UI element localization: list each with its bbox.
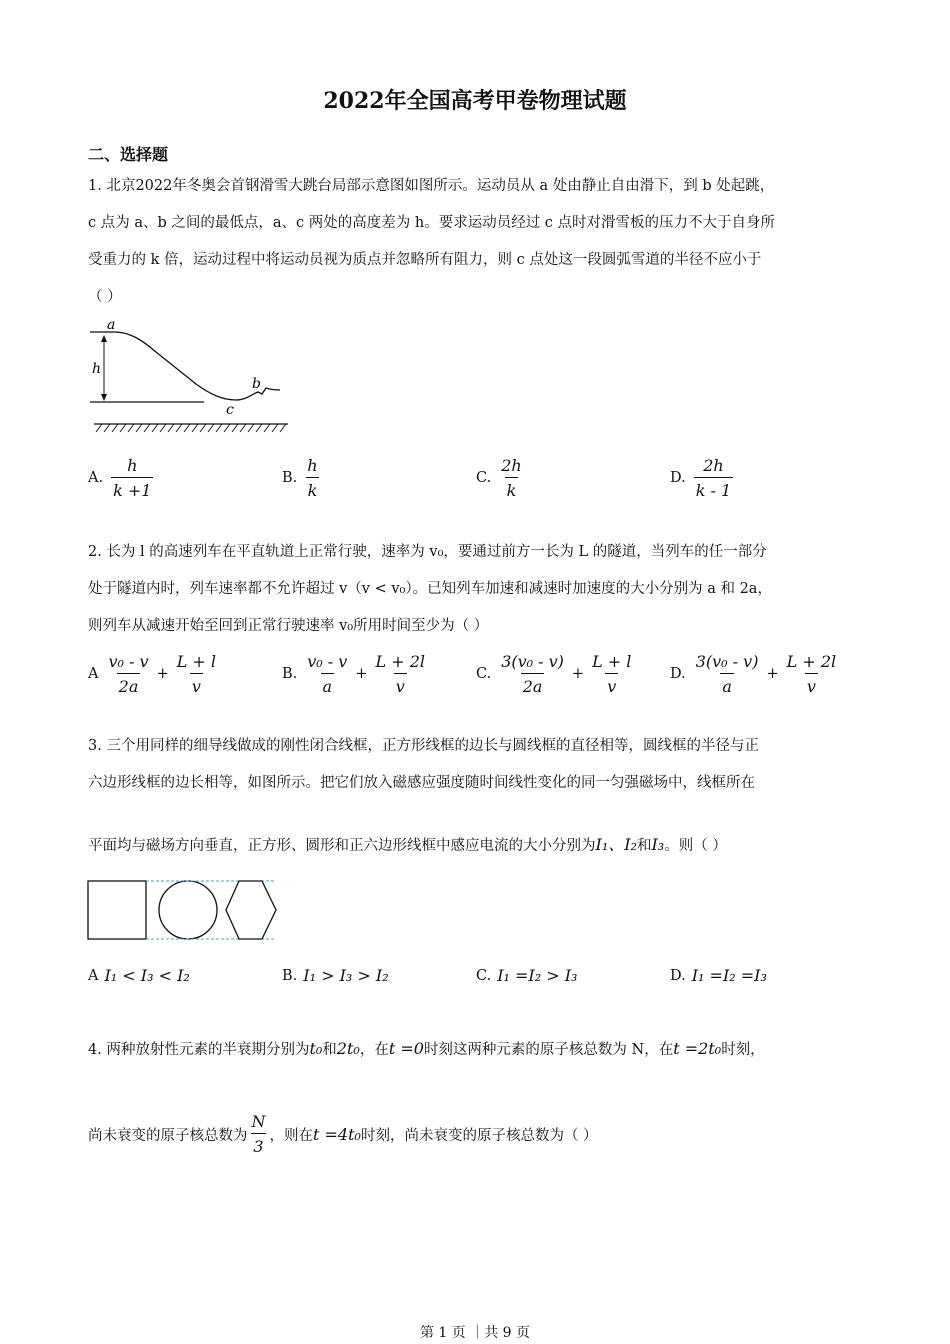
question-3-line-2: 六边形线框的边长相等，如图所示。把它们放入磁感应强度随时间线性变化的同一匀强磁场中，线框所在 [88,775,755,791]
option-fraction-2: $\frac{L + 2l}{v}$ [786,652,837,696]
option-label: B. [282,470,298,486]
question-3-line-1: 3. 三个用同样的细导线做成的刚性闭合线框，正方形线框的边长与圆线框的直径相等，圆线框的半径与正 [88,738,759,754]
option-fraction: $\frac{h}{k}$ [307,456,318,500]
time-t-0: t =0 [388,1039,424,1058]
question-4-line-2: 尚未衰变的原子核总数为 $\frac{N}{3}$ ，则在 t =4t₀ 时刻，尚未衰变的原子核总数为（ ） [88,1112,598,1156]
ski-jump-figure [86,314,296,438]
option-label: A. [88,470,104,486]
square-frame [88,881,146,939]
time-t-2t0: t =2t₀ [673,1039,722,1058]
option-expression: I₁ < I₃ < I₂ [104,966,190,985]
option-expression: I₁ > I₃ > I₂ [303,966,389,985]
question-4-line-1: 4. 两种放射性元素的半衰期分别为t₀和2t₀，在t =0时刻这两种元素的原子核总数为 N，在t =2t₀时刻， [88,1039,765,1058]
q2-option-a[interactable]: A $\frac{\text{v₀ - v}}{2a}$ + $\frac{L + l}{v}$ [88,652,217,696]
wire-frames-figure [86,876,282,944]
hexagon-frame [226,881,276,939]
option-fraction-2: $\frac{L + 2l}{v}$ [375,652,425,696]
option-label: D. [670,666,686,682]
option-fraction-1: $\frac{\text{3(v₀ - v)}}{a}$ [695,652,759,696]
current-symbols-i1-i2: I₁、I₂ [595,835,637,854]
option-fraction-2: $\frac{L + l}{v}$ [176,652,217,696]
option-fraction: $\frac{2h}{k - 1}$ [695,456,732,500]
question-1-text [88,168,868,316]
q3-option-d[interactable] [670,966,767,985]
page-title: 2022年全国高考甲卷物理试题 [323,88,627,114]
question-2-line-2: 处于隧道内时，列车速率都不允许超过 v（v < v₀）。已知列车加速和减速时加速度的大小分别为 a 和 2a， [88,581,772,597]
question-2-line-1: 2. 长为 l 的高速列车在平直轨道上正常行驶，速率为 v₀，要通过前方一长为 L 的隧道，当列车的任一部分 [88,544,767,560]
option-expression: I₁ =I₂ > I₃ [497,966,578,985]
time-t-4t0: t =4t₀ [313,1124,361,1144]
question-3-line-3: 平面均与磁场方向垂直，正方形、圆形和正六边形线框中感应电流的大小分别为I₁、I₂和I₃。则（ ） [88,835,727,854]
option-label: B. [282,666,298,682]
fraction-n-over-3: $\frac{N}{3}$ [251,1112,266,1156]
option-label: D. [670,967,686,984]
question-1-line-1: 1. 北京2022年冬奥会首钢滑雪大跳台局部示意图如图所示。运动员从 a 处由静止自由滑下，到 b 处起跳， [88,178,775,194]
q2-option-b[interactable]: B. $\frac{\text{v₀ - v}}{a}$ + $\frac{L + 2l}{v}$ [282,652,425,696]
option-label: A [88,666,99,682]
q1-option-a[interactable] [88,456,155,500]
option-fraction-1: $\frac{\text{v₀ - v}}{a}$ [307,652,348,696]
question-3-text [88,728,868,802]
figure-label-c: c [226,402,234,418]
option-fraction: $\frac{h}{k +1}$ [113,456,152,500]
option-label: B. [282,967,298,984]
option-fraction: $\frac{2h}{k}$ [501,456,522,500]
q1-option-b[interactable] [282,456,322,500]
q3-option-b[interactable] [282,966,389,985]
option-expression: I₁ =I₂ =I₃ [691,966,767,985]
option-label: C. [476,967,492,984]
figure-label-b: b [252,376,261,392]
option-label: C. [476,470,492,486]
question-1-line-2: c 点为 a、b 之间的最低点，a、c 两处的高度差为 h。要求运动员经过 c 点时对滑雪板的压力不大于自身所 [88,215,776,231]
circle-frame [159,881,217,939]
half-life-t0: t₀ [309,1039,323,1058]
option-fraction-1: $\frac{\text{v₀ - v}}{2a}$ [108,652,149,696]
question-1-line-4: （ ） [88,289,122,305]
option-fraction-1: $\frac{\text{3(v₀ - v)}}{2a}$ [501,652,564,696]
question-1-line-3: 受重力的 k 倍，运动过程中将运动员视为质点并忽略所有阻力，则 c 点处这一段圆弧雪道的半径不应小于 [88,252,762,268]
option-fraction-2: $\frac{L + l}{v}$ [592,652,632,696]
option-label: A [88,967,99,984]
option-label: C. [476,666,492,682]
page-footer: 第 1 页 ｜共 9 页 [419,1325,531,1341]
section-heading: 二、选择题 [88,145,169,164]
half-life-2t0: 2t₀ [336,1039,360,1058]
q1-option-c[interactable] [476,456,526,500]
figure-label-h: h [92,361,102,377]
question-2-line-3: 则列车从减速开始至回到正常行驶速率 v₀所用时间至少为（ ） [88,618,489,634]
q1-option-d[interactable] [670,456,735,500]
q2-option-d[interactable]: D. $\frac{\text{3(v₀ - v)}}{a}$ + $\frac{L + 2l}{v}$ [670,652,837,696]
q2-option-c[interactable]: C. $\frac{\text{3(v₀ - v)}}{2a}$ + $\frac{L + l}{v}$ [476,652,632,696]
q3-option-a[interactable] [88,966,190,985]
figure-label-a: a [107,317,116,333]
current-symbol-i3: I₃ [651,835,665,854]
option-label: D. [670,470,686,486]
question-2-text [88,534,868,645]
q3-option-c[interactable] [476,966,577,985]
